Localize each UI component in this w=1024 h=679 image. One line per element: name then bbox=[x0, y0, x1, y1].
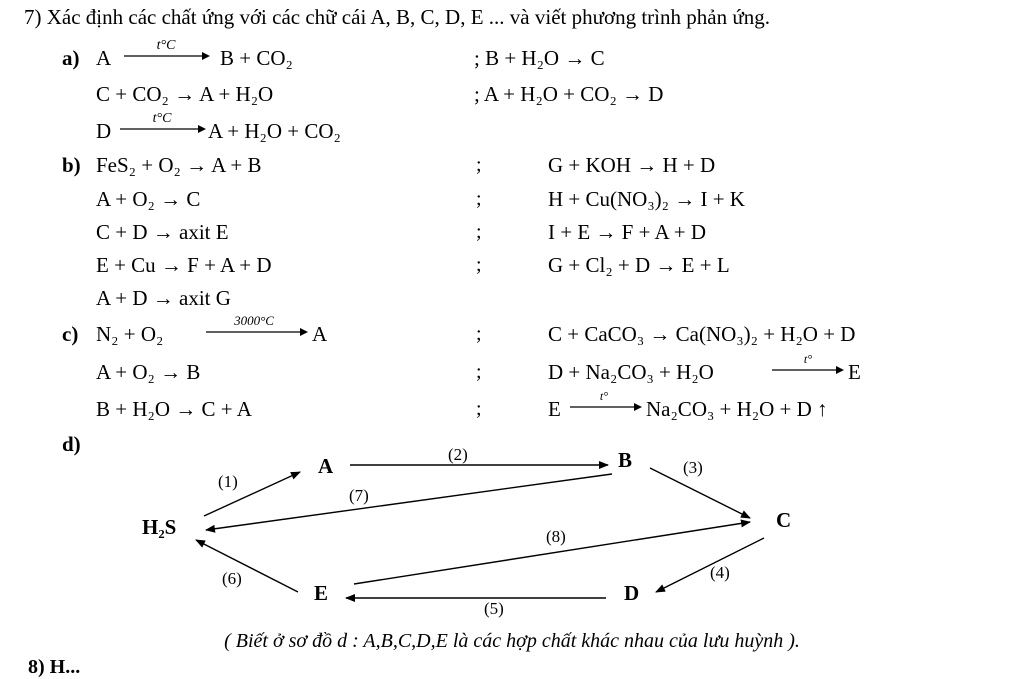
reaction-c6-left: E bbox=[548, 397, 561, 421]
separator: ; bbox=[476, 398, 482, 420]
reaction-c6-right: Na₂CO₃ + H₂O + D ↑ bbox=[646, 397, 828, 421]
part-d-label: d) bbox=[62, 432, 81, 456]
reaction-a5-left: D bbox=[96, 119, 112, 143]
edge-label-2: (2) bbox=[448, 445, 468, 464]
part-b-label: b) bbox=[62, 153, 81, 177]
reaction-c3: B + H₂O → C + A bbox=[96, 397, 252, 421]
reaction-a2: ; B + H₂O → C bbox=[474, 46, 605, 70]
reaction-c5-right: E bbox=[848, 360, 861, 384]
reaction-a3: C + CO₂ → A + H₂O bbox=[96, 82, 274, 106]
separator: ; bbox=[476, 188, 482, 210]
exercise-title: 7) Xác định các chất ứng với các chữ cái A, B, C, D, E ... và viết phương trình phản ứng. bbox=[24, 5, 770, 29]
separator: ; bbox=[476, 361, 482, 383]
separator: ; bbox=[476, 323, 482, 345]
heat-arrow bbox=[768, 350, 848, 380]
edge-label-6: (6) bbox=[222, 569, 242, 588]
reaction-a1-right: B + CO₂ bbox=[220, 46, 293, 70]
arrow-condition: 3000°C bbox=[234, 313, 274, 328]
arrow-condition: t°C bbox=[152, 111, 172, 126]
reaction-c5-left: D + Na₂CO₃ + H₂O bbox=[548, 360, 714, 384]
edge-label-8: (8) bbox=[546, 527, 566, 546]
footnote: ( Biết ở sơ đồ d : A,B,C,D,E là các hợp chất khác nhau của lưu huỳnh ). bbox=[224, 630, 800, 652]
node-b: B bbox=[618, 448, 633, 472]
reaction-a1-left: A bbox=[96, 46, 112, 70]
part-c-label: c) bbox=[62, 322, 79, 346]
separator: ; bbox=[476, 254, 482, 276]
reaction-b8: I + E → F + A + D bbox=[548, 220, 707, 244]
edge-label-4: (4) bbox=[710, 563, 730, 582]
reaction-b2: A + O₂ → C bbox=[96, 187, 201, 211]
reaction-b6: G + KOH → H + D bbox=[548, 153, 716, 177]
reaction-c1-right: A bbox=[312, 322, 328, 346]
arrow-condition: t° bbox=[599, 389, 609, 403]
arrow-condition: t° bbox=[803, 352, 813, 366]
edge-7-arrow bbox=[206, 474, 612, 530]
node-d: D bbox=[624, 581, 640, 605]
separator: ; bbox=[476, 221, 482, 243]
node-h2s: H₂S bbox=[142, 515, 177, 539]
reaction-b3: C + D → axit E bbox=[96, 220, 229, 244]
edge-label-7: (7) bbox=[349, 486, 369, 505]
reaction-b9: G + Cl₂ + D → E + L bbox=[548, 253, 730, 277]
reaction-c2: A + O₂ → B bbox=[96, 360, 201, 384]
reaction-b4: E + Cu → F + A + D bbox=[96, 253, 272, 277]
reaction-c1-left: N₂ + O₂ bbox=[96, 322, 164, 346]
node-e: E bbox=[314, 581, 329, 605]
heat-arrow bbox=[116, 109, 208, 139]
next-exercise-fragment: 8) H... bbox=[28, 656, 81, 678]
reaction-b7: H + Cu(NO₃)₂ → I + K bbox=[548, 187, 745, 211]
edge-6-arrow bbox=[196, 540, 298, 592]
edge-label-3: (3) bbox=[683, 458, 703, 477]
heat-arrow bbox=[120, 36, 212, 66]
reaction-b5: A + D → axit G bbox=[96, 286, 231, 310]
node-c: C bbox=[776, 508, 792, 532]
reaction-a5-right: A + H₂O + CO₂ bbox=[208, 119, 341, 143]
high-temp-arrow bbox=[202, 312, 310, 342]
node-a: A bbox=[318, 454, 334, 478]
edge-label-5: (5) bbox=[484, 599, 504, 618]
heat-arrow bbox=[566, 387, 646, 417]
reaction-b1: FeS₂ + O₂ → A + B bbox=[96, 153, 262, 177]
reaction-a4: ; A + H₂O + CO₂ → D bbox=[474, 82, 664, 106]
sulfur-scheme-diagram bbox=[0, 430, 1024, 630]
reaction-c4: C + CaCO₃ → Ca(NO₃)₂ + H₂O + D bbox=[548, 322, 856, 346]
edge-label-1: (1) bbox=[218, 472, 238, 491]
part-a-label: a) bbox=[62, 46, 80, 70]
separator: ; bbox=[476, 154, 482, 176]
arrow-condition: t°C bbox=[156, 38, 176, 53]
